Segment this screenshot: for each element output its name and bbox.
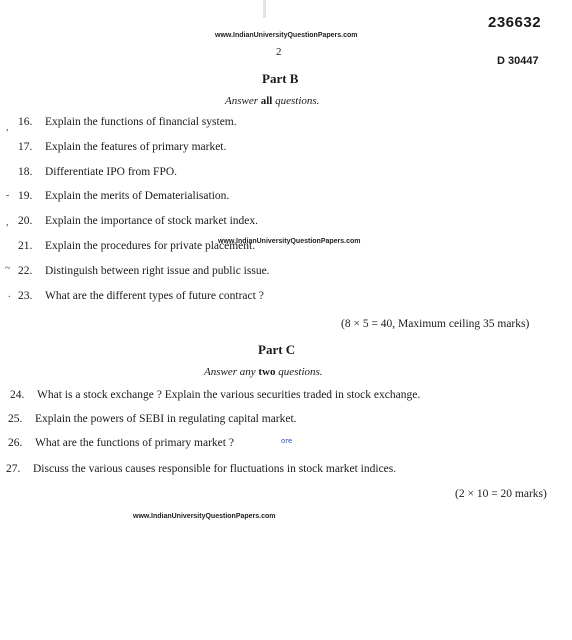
page-number: 2 <box>276 46 282 58</box>
question-17: 17. Explain the features of primary market. <box>18 141 227 153</box>
question-27: 27. Discuss the various causes responsible for fluctuations in stock market indices. <box>6 463 397 475</box>
part-b-marks: (8 × 5 = 40, Maximum ceiling 35 marks) <box>341 318 530 330</box>
watermark-middle: www.IndianUniversityQuestionPapers.com <box>218 238 361 245</box>
question-24: 24. What is a stock exchange ? Explain the various securities traded in stock exchange. <box>10 389 421 401</box>
handwritten-note: ore <box>281 437 293 445</box>
part-c-marks: (2 × 10 = 20 marks) <box>455 488 547 500</box>
pen-mark: , <box>6 122 9 133</box>
scan-artifact <box>263 0 266 18</box>
pen-mark: . <box>8 289 11 300</box>
pen-mark: - <box>6 190 10 201</box>
question-23: 23. What are the different types of future contract ? <box>18 290 264 302</box>
question-22: 22. Distinguish between right issue and public issue. <box>18 265 270 277</box>
part-c-instruction: Answer any two questions. <box>204 366 323 378</box>
question-20: 20. Explain the importance of stock market index. <box>18 215 259 227</box>
part-b-instruction: Answer all questions. <box>225 95 320 107</box>
watermark-top: www.IndianUniversityQuestionPapers.com <box>215 32 358 39</box>
watermark-bottom: www.IndianUniversityQuestionPapers.com <box>133 513 276 520</box>
doc-code: D 30447 <box>497 55 539 67</box>
pen-mark: , <box>6 217 9 228</box>
question-25: 25. Explain the powers of SEBI in regulating capital market. <box>8 413 297 425</box>
question-26: 26. What are the functions of primary market ? <box>8 437 234 449</box>
part-c-title: Part C <box>258 342 296 357</box>
pen-mark: ~ <box>5 263 11 274</box>
part-b-title: Part B <box>262 71 299 86</box>
question-16: 16. Explain the functions of financial system. <box>18 116 237 128</box>
question-18: 18. Differentiate IPO from FPO. <box>18 166 178 178</box>
question-21: 21. Explain the procedures for private placement. <box>18 240 256 252</box>
question-19: 19. Explain the merits of Dematerialisation. <box>18 190 230 202</box>
paper-code: 236632 <box>488 14 542 31</box>
